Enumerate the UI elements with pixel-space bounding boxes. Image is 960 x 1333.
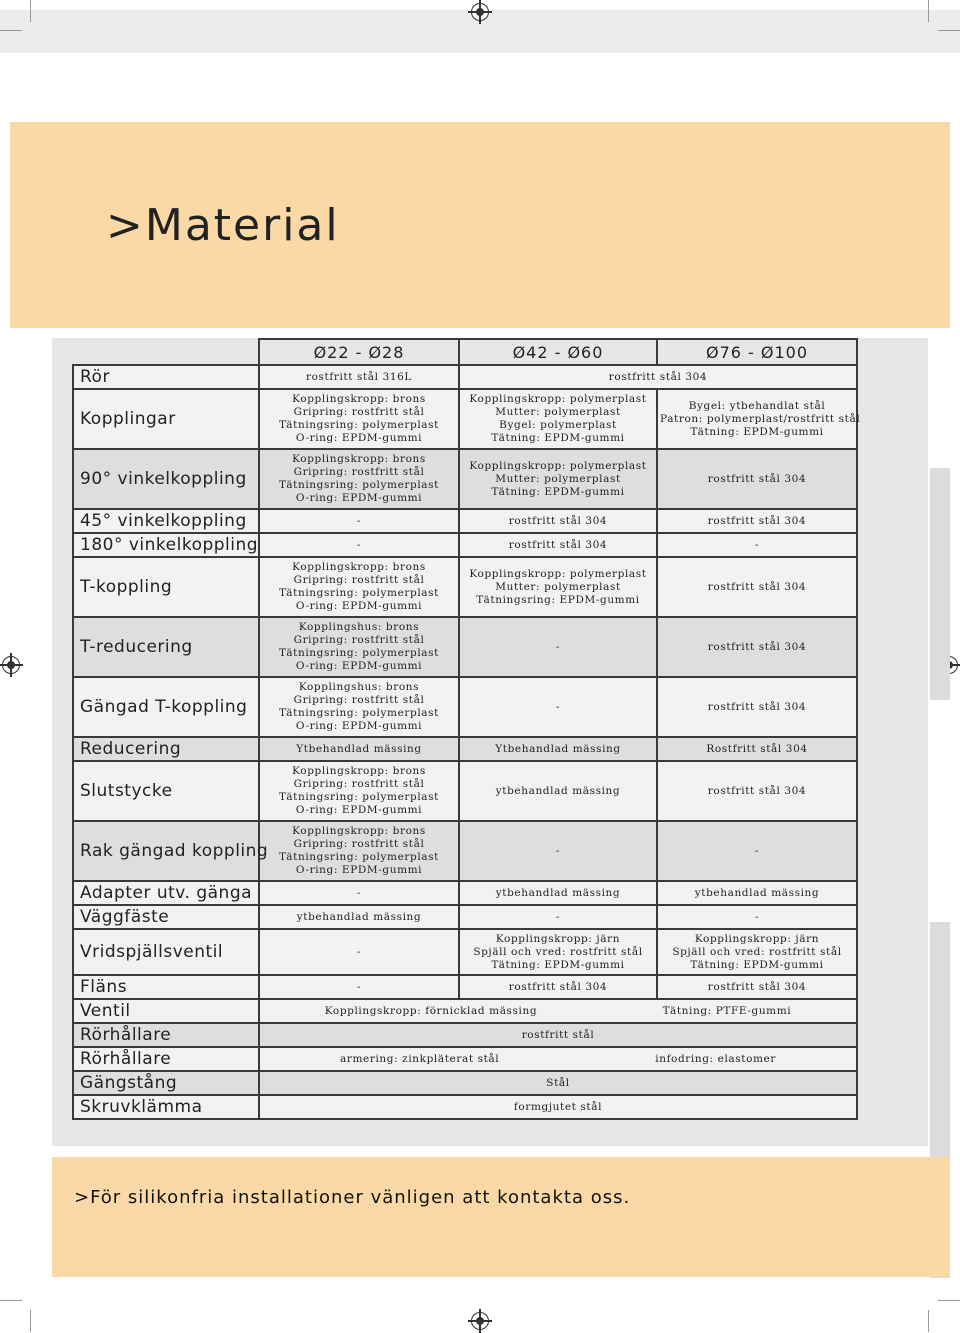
table-row	[73, 509, 857, 533]
material-cell	[259, 821, 459, 881]
material-text: rostfritt stål 304	[508, 514, 608, 527]
material-cell	[657, 677, 857, 737]
row-label: Slutstycke	[73, 761, 259, 821]
row-label: Adapter utv. gänga	[73, 881, 259, 905]
material-cell	[459, 881, 657, 905]
material-text: armering: zinkpläterat stål	[340, 1052, 500, 1065]
material-text: Tätningsring: polymerplast	[279, 587, 439, 599]
material-text: rostfritt stål 304	[707, 700, 807, 713]
material-text: -	[555, 640, 561, 653]
material-cell	[459, 389, 657, 449]
row-label: T-koppling	[73, 557, 259, 617]
material-text: Kopplingskropp: järn	[694, 932, 820, 945]
material-text: -	[555, 700, 561, 713]
row-label: Gängstång	[73, 1071, 259, 1095]
material-text: Bygel: polymerplast	[499, 419, 617, 431]
crop-mark	[30, 1310, 31, 1332]
table-row	[73, 617, 857, 677]
crop-mark	[30, 0, 31, 22]
material-cell	[657, 905, 857, 929]
material-cell	[657, 509, 857, 533]
table-row	[73, 905, 857, 929]
material-text: -	[356, 886, 362, 899]
material-cell	[459, 821, 657, 881]
material-cell	[657, 929, 857, 975]
material-cell: Stål	[259, 1071, 857, 1095]
row-label: 45° vinkelkoppling	[73, 509, 259, 533]
material-cell	[459, 929, 657, 975]
material-cell	[459, 533, 657, 557]
material-cell	[259, 389, 459, 449]
material-text: ytbehandlad mässing	[296, 910, 422, 923]
material-text: Gripring: rostfritt stål	[293, 634, 425, 646]
material-text: rostfritt stål 304	[508, 538, 608, 551]
material-text: Mutter: polymerplast	[495, 580, 621, 593]
material-text: Patron: polymerplast/rostfritt stål	[660, 412, 861, 425]
material-cell	[259, 449, 459, 509]
table-row	[73, 929, 857, 975]
table-row	[73, 975, 857, 999]
material-text: Ytbehandlad mässing	[296, 742, 422, 755]
material-text: rostfritt stål 304	[608, 370, 708, 383]
material-table	[72, 338, 861, 1120]
material-text: ytbehandlad mässing	[495, 784, 621, 797]
material-cell	[259, 999, 857, 1023]
material-text: Tätning: EPDM-gummi	[491, 485, 625, 498]
material-text: Gripring: rostfritt stål	[293, 406, 425, 418]
material-text: Tätningsring: EPDM-gummi	[476, 593, 640, 606]
material-text: Kopplingskropp: järn	[495, 932, 621, 945]
material-text: Tätningsring: polymerplast	[279, 647, 439, 659]
material-text: Tätningsring: polymerplast	[279, 707, 439, 719]
material-cell	[657, 761, 857, 821]
material-text: rostfritt stål 304	[707, 980, 807, 993]
material-cell	[657, 389, 861, 449]
crop-mark	[0, 30, 22, 31]
material-text: Gripring: rostfritt stål	[293, 838, 425, 850]
column-header: Ø22 - Ø28	[259, 339, 459, 365]
material-text: infodring: elastomer	[655, 1052, 776, 1065]
table-row	[73, 677, 857, 737]
material-cell	[259, 905, 459, 929]
material-text: Tätningsring: polymerplast	[279, 419, 439, 431]
material-cell	[459, 737, 657, 761]
row-label: Rak gängad koppling	[73, 821, 259, 881]
material-text: Tätning: EPDM-gummi	[491, 958, 625, 971]
material-cell	[459, 975, 657, 999]
material-cell	[259, 929, 459, 975]
side-strip	[930, 468, 950, 700]
row-label: Gängad T-koppling	[73, 677, 259, 737]
material-text: Gripring: rostfritt stål	[293, 574, 425, 586]
material-text: rostfritt stål 304	[508, 980, 608, 993]
footer-banner	[52, 1157, 950, 1277]
material-text: Tätning: EPDM-gummi	[491, 432, 625, 444]
material-cell	[657, 881, 857, 905]
row-label: Skruvklämma	[73, 1095, 259, 1119]
table-row	[73, 533, 857, 557]
material-text: -	[555, 910, 561, 923]
material-text: -	[754, 910, 760, 923]
table-row	[73, 821, 857, 881]
material-text: rostfritt stål 304	[707, 640, 807, 653]
table-row	[73, 1095, 857, 1119]
material-text: Kopplingskropp: brons	[292, 825, 426, 837]
row-label: Rör	[73, 365, 259, 389]
table-row	[73, 557, 857, 617]
material-text: Rostfritt stål 304	[706, 742, 808, 755]
footer-note: >För silikonfria installationer vänligen att kontakta oss.	[74, 1187, 631, 1208]
material-text: Gripring: rostfritt stål	[293, 466, 425, 478]
row-label: Väggfäste	[73, 905, 259, 929]
row-label: Rörhållare	[73, 1023, 259, 1047]
header-banner	[10, 122, 950, 328]
material-text: Kopplingskropp: polymerplast	[469, 459, 647, 472]
material-text: Kopplingskropp: polymerplast	[469, 393, 647, 405]
material-text: Tätningsring: polymerplast	[279, 479, 439, 491]
material-cell	[259, 881, 459, 905]
material-cell	[259, 737, 459, 761]
material-text: ytbehandlad mässing	[495, 886, 621, 899]
registration-mark-icon	[471, 3, 489, 21]
material-text: rostfritt stål 304	[707, 784, 807, 797]
material-cell: rostfritt stål	[259, 1023, 857, 1047]
table-row	[73, 881, 857, 905]
material-text: Spjäll och vred: rostfritt stål	[672, 945, 842, 958]
material-text: rostfritt stål 304	[707, 580, 807, 593]
material-text: Tätning: EPDM-gummi	[690, 425, 824, 438]
page-title: >Material	[106, 200, 340, 251]
material-cell	[259, 557, 459, 617]
table-row	[73, 1023, 857, 1047]
material-text: ytbehandlad mässing	[694, 886, 820, 899]
material-text: O-ring: EPDM-gummi	[295, 600, 423, 612]
material-text: Tätningsring: polymerplast	[279, 851, 439, 863]
material-cell	[657, 533, 857, 557]
table-header-row	[73, 339, 857, 365]
row-label: Rörhållare	[73, 1047, 259, 1071]
crop-mark	[928, 0, 929, 22]
column-header: Ø42 - Ø60	[459, 339, 657, 365]
row-label: 180° vinkelkoppling	[73, 533, 259, 557]
crop-mark	[928, 1310, 929, 1332]
material-text: Bygel: ytbehandlat stål	[688, 399, 826, 412]
material-text: Kopplingskropp: polymerplast	[469, 567, 647, 580]
material-cell	[459, 905, 657, 929]
material-cell	[259, 761, 459, 821]
registration-mark-icon	[471, 1312, 489, 1330]
material-cell	[657, 449, 857, 509]
material-text: Tätning: EPDM-gummi	[690, 958, 824, 971]
row-label: Fläns	[73, 975, 259, 999]
material-cell	[459, 365, 857, 389]
column-header: Ø76 - Ø100	[657, 339, 857, 365]
crop-mark	[938, 1300, 960, 1301]
material-cell	[459, 449, 657, 509]
table-row	[73, 1047, 857, 1071]
material-cell	[459, 509, 657, 533]
crop-mark	[938, 30, 960, 31]
row-label: T-reducering	[73, 617, 259, 677]
material-text: O-ring: EPDM-gummi	[295, 864, 423, 876]
crop-mark	[0, 1300, 22, 1301]
material-cell	[657, 737, 857, 761]
material-text: -	[754, 538, 760, 551]
material-text: rostfritt stål 304	[707, 472, 807, 485]
material-text: Kopplingskropp: brons	[292, 561, 426, 573]
material-text: O-ring: EPDM-gummi	[295, 804, 423, 816]
row-label: Ventil	[73, 999, 259, 1023]
row-label: Reducering	[73, 737, 259, 761]
material-cell	[657, 975, 857, 999]
material-text: -	[356, 538, 362, 551]
material-cell	[459, 617, 657, 677]
material-text: Mutter: polymerplast	[495, 406, 621, 418]
material-cell	[259, 365, 459, 389]
material-text: -	[356, 945, 362, 958]
material-text: Kopplingskropp: brons	[292, 393, 426, 405]
material-cell	[657, 617, 857, 677]
header-blank-cell	[73, 339, 259, 365]
material-text: O-ring: EPDM-gummi	[295, 720, 423, 732]
row-label: Kopplingar	[73, 389, 259, 449]
table-row	[73, 761, 857, 821]
material-text: rostfritt stål 316L	[306, 370, 412, 383]
row-label: Vridspjällsventil	[73, 929, 259, 975]
material-cell	[259, 533, 459, 557]
material-text: Spjäll och vred: rostfritt stål	[473, 945, 643, 958]
material-text: O-ring: EPDM-gummi	[295, 492, 423, 504]
material-cell	[459, 761, 657, 821]
material-text: Kopplingshus: brons	[298, 621, 420, 633]
material-text: -	[754, 844, 760, 857]
table-row	[73, 999, 857, 1023]
material-cell	[657, 821, 857, 881]
material-text: Kopplingskropp: förnicklad mässing	[324, 1004, 538, 1017]
table-row	[73, 1071, 857, 1095]
material-text: Kopplingskropp: brons	[292, 453, 426, 465]
material-cell	[259, 677, 459, 737]
material-cell	[459, 557, 657, 617]
material-text: -	[356, 514, 362, 527]
material-text: rostfritt stål 304	[707, 514, 807, 527]
material-text: Tätning: PTFE-gummi	[662, 1004, 792, 1017]
table-row	[73, 449, 857, 509]
material-text: -	[555, 844, 561, 857]
material-cell	[259, 617, 459, 677]
material-text: Kopplingskropp: brons	[292, 765, 426, 777]
material-text: Ytbehandlad mässing	[495, 742, 621, 755]
material-text: Tätningsring: polymerplast	[279, 791, 439, 803]
material-text: O-ring: EPDM-gummi	[295, 432, 423, 444]
material-text: Gripring: rostfritt stål	[293, 694, 425, 706]
material-cell	[657, 557, 857, 617]
material-cell	[259, 509, 459, 533]
material-text: O-ring: EPDM-gummi	[295, 660, 423, 672]
table-row	[73, 389, 857, 449]
material-text: -	[356, 980, 362, 993]
material-cell	[259, 975, 459, 999]
material-cell	[459, 677, 657, 737]
material-text: Kopplingshus: brons	[298, 681, 420, 693]
table-row	[73, 737, 857, 761]
material-cell: formgjutet stål	[259, 1095, 857, 1119]
row-label: 90° vinkelkoppling	[73, 449, 259, 509]
material-cell	[259, 1047, 857, 1071]
registration-mark-icon	[2, 656, 20, 674]
material-text: Mutter: polymerplast	[495, 472, 621, 485]
material-text: Gripring: rostfritt stål	[293, 778, 425, 790]
table-row	[73, 365, 857, 389]
